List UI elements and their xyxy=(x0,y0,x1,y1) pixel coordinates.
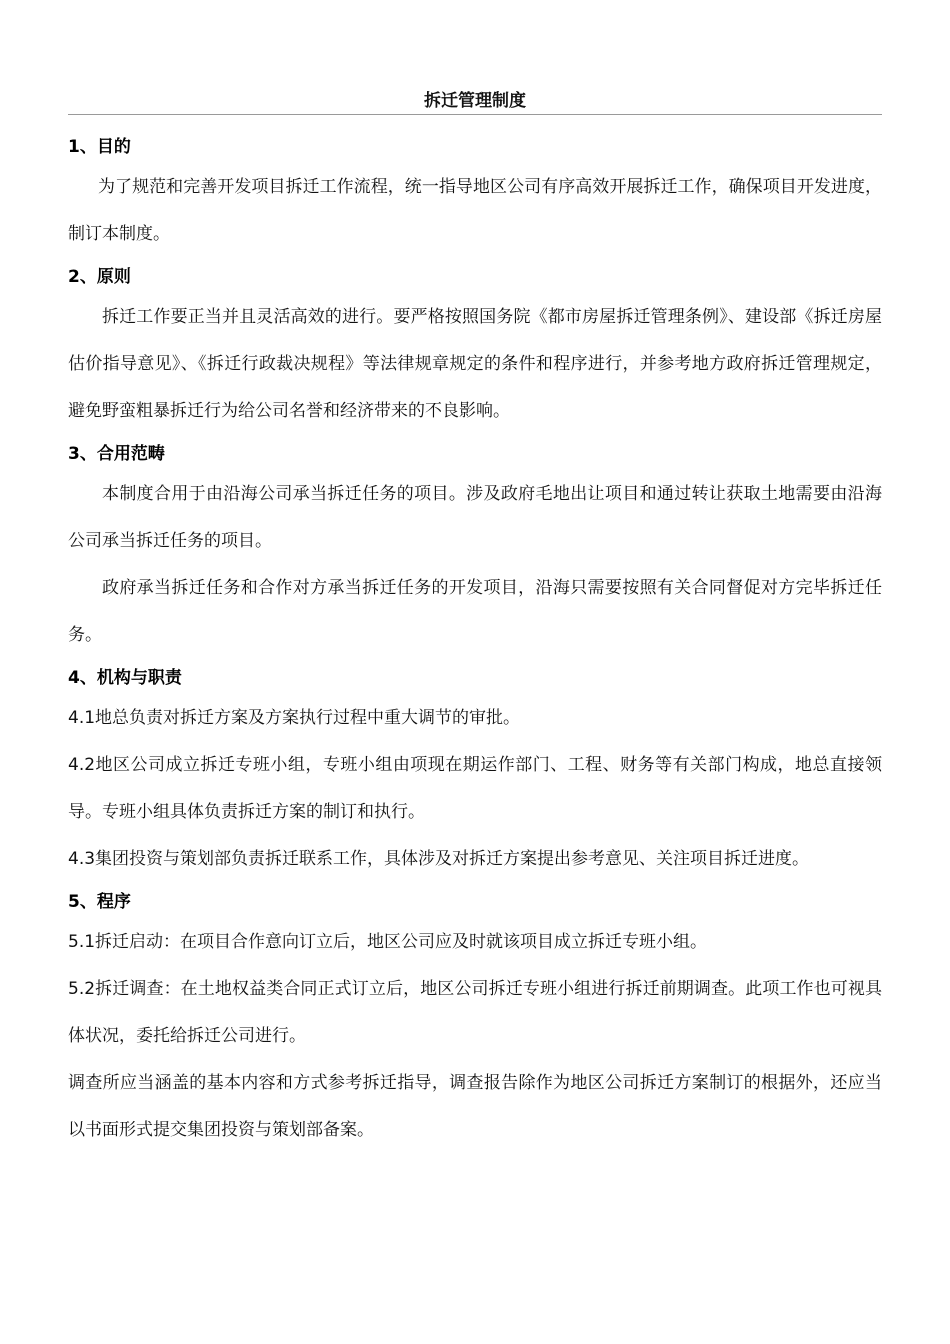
paragraph-proc-5-2: 5.2拆迁调查：在土地权益类合同正式订立后，地区公司拆迁专班小组进行拆迁前期调查。此项工作也可视具体状况，委托给拆迁公司进行。 xyxy=(68,979,882,1046)
paragraph-org-4-2: 4.2地区公司成立拆迁专班小组，专班小组由项现在期运作部门、工程、财务等有关部门构成，地总直接领导。专班小组具体负责拆迁方案的制订和执行。 xyxy=(68,755,882,822)
paragraph-scope-1: 本制度合用于由沿海公司承当拆迁任务的项目。涉及政府毛地出让项目和通过转让获取土地需要由沿海公司承当拆迁任务的项目。 xyxy=(68,484,882,551)
document-page xyxy=(68,0,882,1344)
paragraph-purpose: 为了规范和完善开发项目拆迁工作流程，统一指导地区公司有序高效开展拆迁工作，确保项目开发进度，制订本制度。 xyxy=(68,177,882,244)
section-heading-organization: 4、机构与职责 xyxy=(68,668,182,688)
paragraph-proc-5-1: 5.1拆迁启动：在项目合作意向订立后，地区公司应及时就该项目成立拆迁专班小组。 xyxy=(68,932,708,952)
section-heading-purpose: 1、目的 xyxy=(68,137,131,157)
paragraph-org-4-3: 4.3集团投资与策划部负责拆迁联系工作，具体涉及对拆迁方案提出参考意见、关注项目拆迁进度。 xyxy=(68,849,810,869)
paragraph-principles: 拆迁工作要正当并且灵活高效的进行。要严格按照国务院《都市房屋拆迁管理条例》、建设部《拆迁房屋估价指导意见》、《拆迁行政裁决规程》等法律规章规定的条件和程序进行，并参考地方政府拆迁管理规定，避免野蛮粗暴拆迁行为给公司名誉和经济带来的不良影响。 xyxy=(68,307,882,421)
section-heading-procedure: 5、程序 xyxy=(68,892,131,912)
page-header xyxy=(68,88,882,115)
paragraph-org-4-1: 4.1地总负责对拆迁方案及方案执行过程中重大调节的审批。 xyxy=(68,708,521,728)
page-title: 拆迁管理制度 xyxy=(424,91,526,111)
paragraph-proc-survey: 调查所应当涵盖的基本内容和方式参考拆迁指导，调查报告除作为地区公司拆迁方案制订的根据外，还应当以书面形式提交集团投资与策划部备案。 xyxy=(68,1073,882,1140)
section-heading-principles: 2、原则 xyxy=(68,267,131,287)
paragraph-scope-2: 政府承当拆迁任务和合作对方承当拆迁任务的开发项目，沿海只需要按照有关合同督促对方完毕拆迁任务。 xyxy=(68,578,882,645)
section-heading-scope: 3、合用范畴 xyxy=(68,444,165,464)
document-body xyxy=(68,130,882,1154)
